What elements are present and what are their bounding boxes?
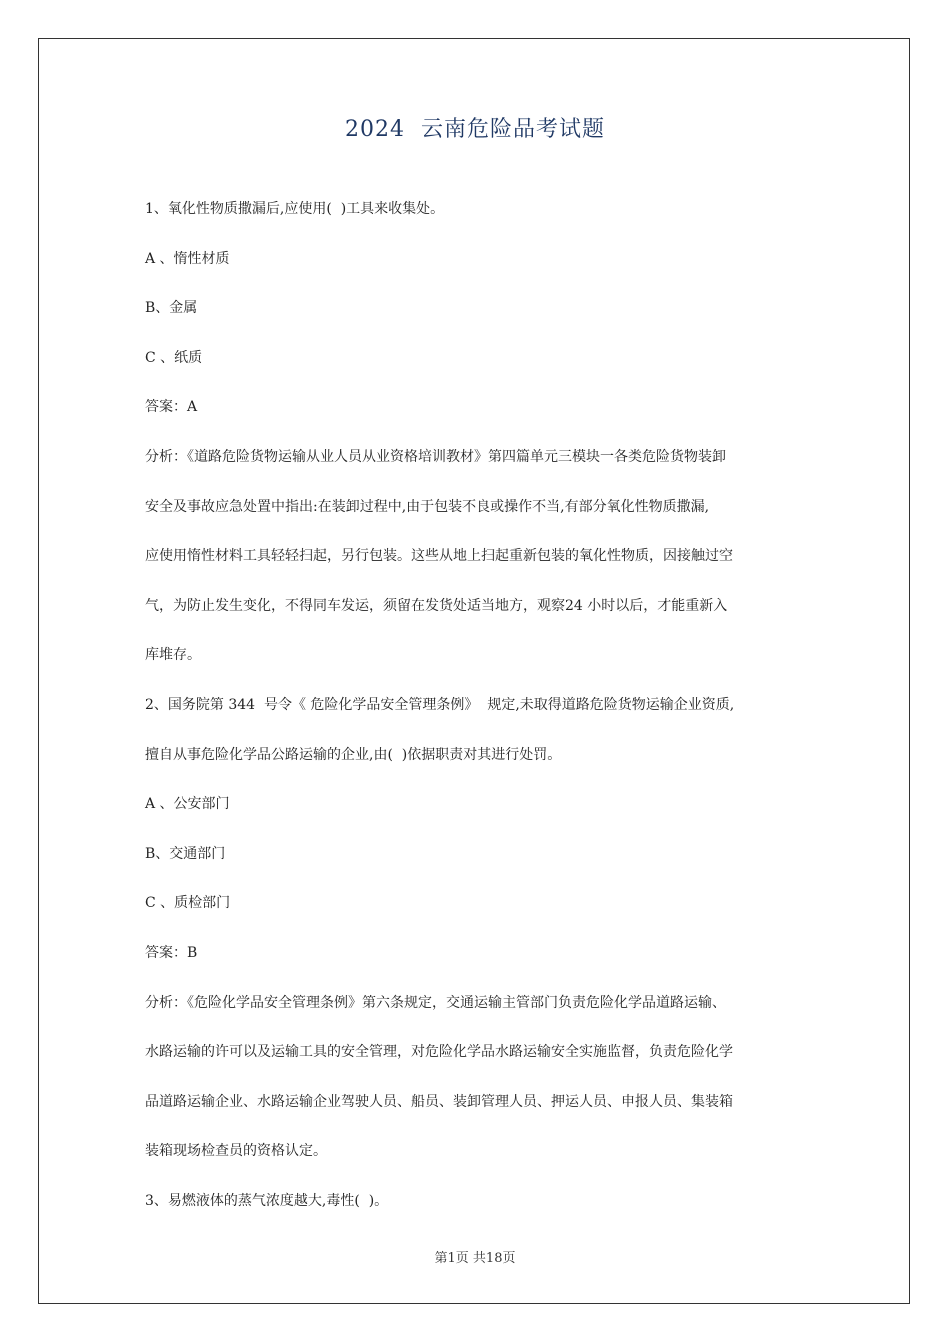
analysis-line: 库堆存。	[145, 647, 201, 664]
stem-line: 擅自从事危险化学品公路运输的企业,由( )依据职责对其进行处罚。	[145, 746, 562, 763]
page-footer: 第1页 共18页	[434, 1251, 516, 1266]
question-2-option-a: A 、公安部门	[145, 796, 230, 813]
question-3-stem: 3、易燃液体的蒸气浓度越大,毒性( )。	[145, 1192, 389, 1209]
question-1-option-c: C 、纸质	[145, 349, 203, 366]
analysis-line: 气，为防止发生变化，不得同车发运，须留在发货处适当地方，观察24 小时以后，才能重新入	[145, 597, 728, 614]
question-2-analysis	[145, 991, 810, 1164]
question-1-option-a: A 、惰性材质	[145, 250, 230, 267]
document-title: 2024 云南危险品考试题	[345, 117, 605, 142]
analysis-line: 分析：《危险化学品安全管理条例》第六条规定，交通运输主管部门负责危险化学品道路运输、	[145, 994, 726, 1011]
question-1-analysis	[145, 445, 810, 667]
analysis-line: 应使用惰性材料工具轻轻扫起，另行包装。这些从地上扫起重新包装的氧化性物质，因接触过空	[145, 548, 733, 565]
document-body	[145, 197, 810, 1238]
analysis-line: 水路运输的许可以及运输工具的安全管理，对危险化学品水路运输安全实施监督，负责危险化学	[145, 1044, 733, 1061]
question-2-option-c: C 、质检部门	[145, 895, 231, 912]
analysis-line: 分析：《道路危险货物运输从业人员从业资格培训教材》第四篇单元三模块一各类危险货物装卸	[145, 448, 726, 465]
stem-line: 2、国务院第 344 号令《 危险化学品安全管理条例》 规定,未取得道路危险货物运输企业资质,	[145, 696, 735, 713]
question-2-stem	[145, 693, 810, 767]
question-2-option-b: B、交通部门	[145, 845, 226, 862]
question-1-option-b: B、金属	[145, 300, 198, 317]
analysis-line: 装箱现场检查员的资格认定。	[145, 1143, 327, 1160]
question-1-answer: 答案：A	[145, 399, 198, 416]
analysis-line: 品道路运输企业、水路运输企业驾驶人员、船员、装卸管理人员、押运人员、申报人员、集装箱	[145, 1093, 733, 1110]
question-2-answer: 答案：B	[145, 944, 198, 961]
question-1-stem: 1、氧化性物质撒漏后,应使用( )工具来收集处。	[145, 201, 445, 217]
analysis-line: 安全及事故应急处置中指出:在装卸过程中,由于包装不良或操作不当,有部分氧化性物质撒漏,	[145, 498, 710, 515]
